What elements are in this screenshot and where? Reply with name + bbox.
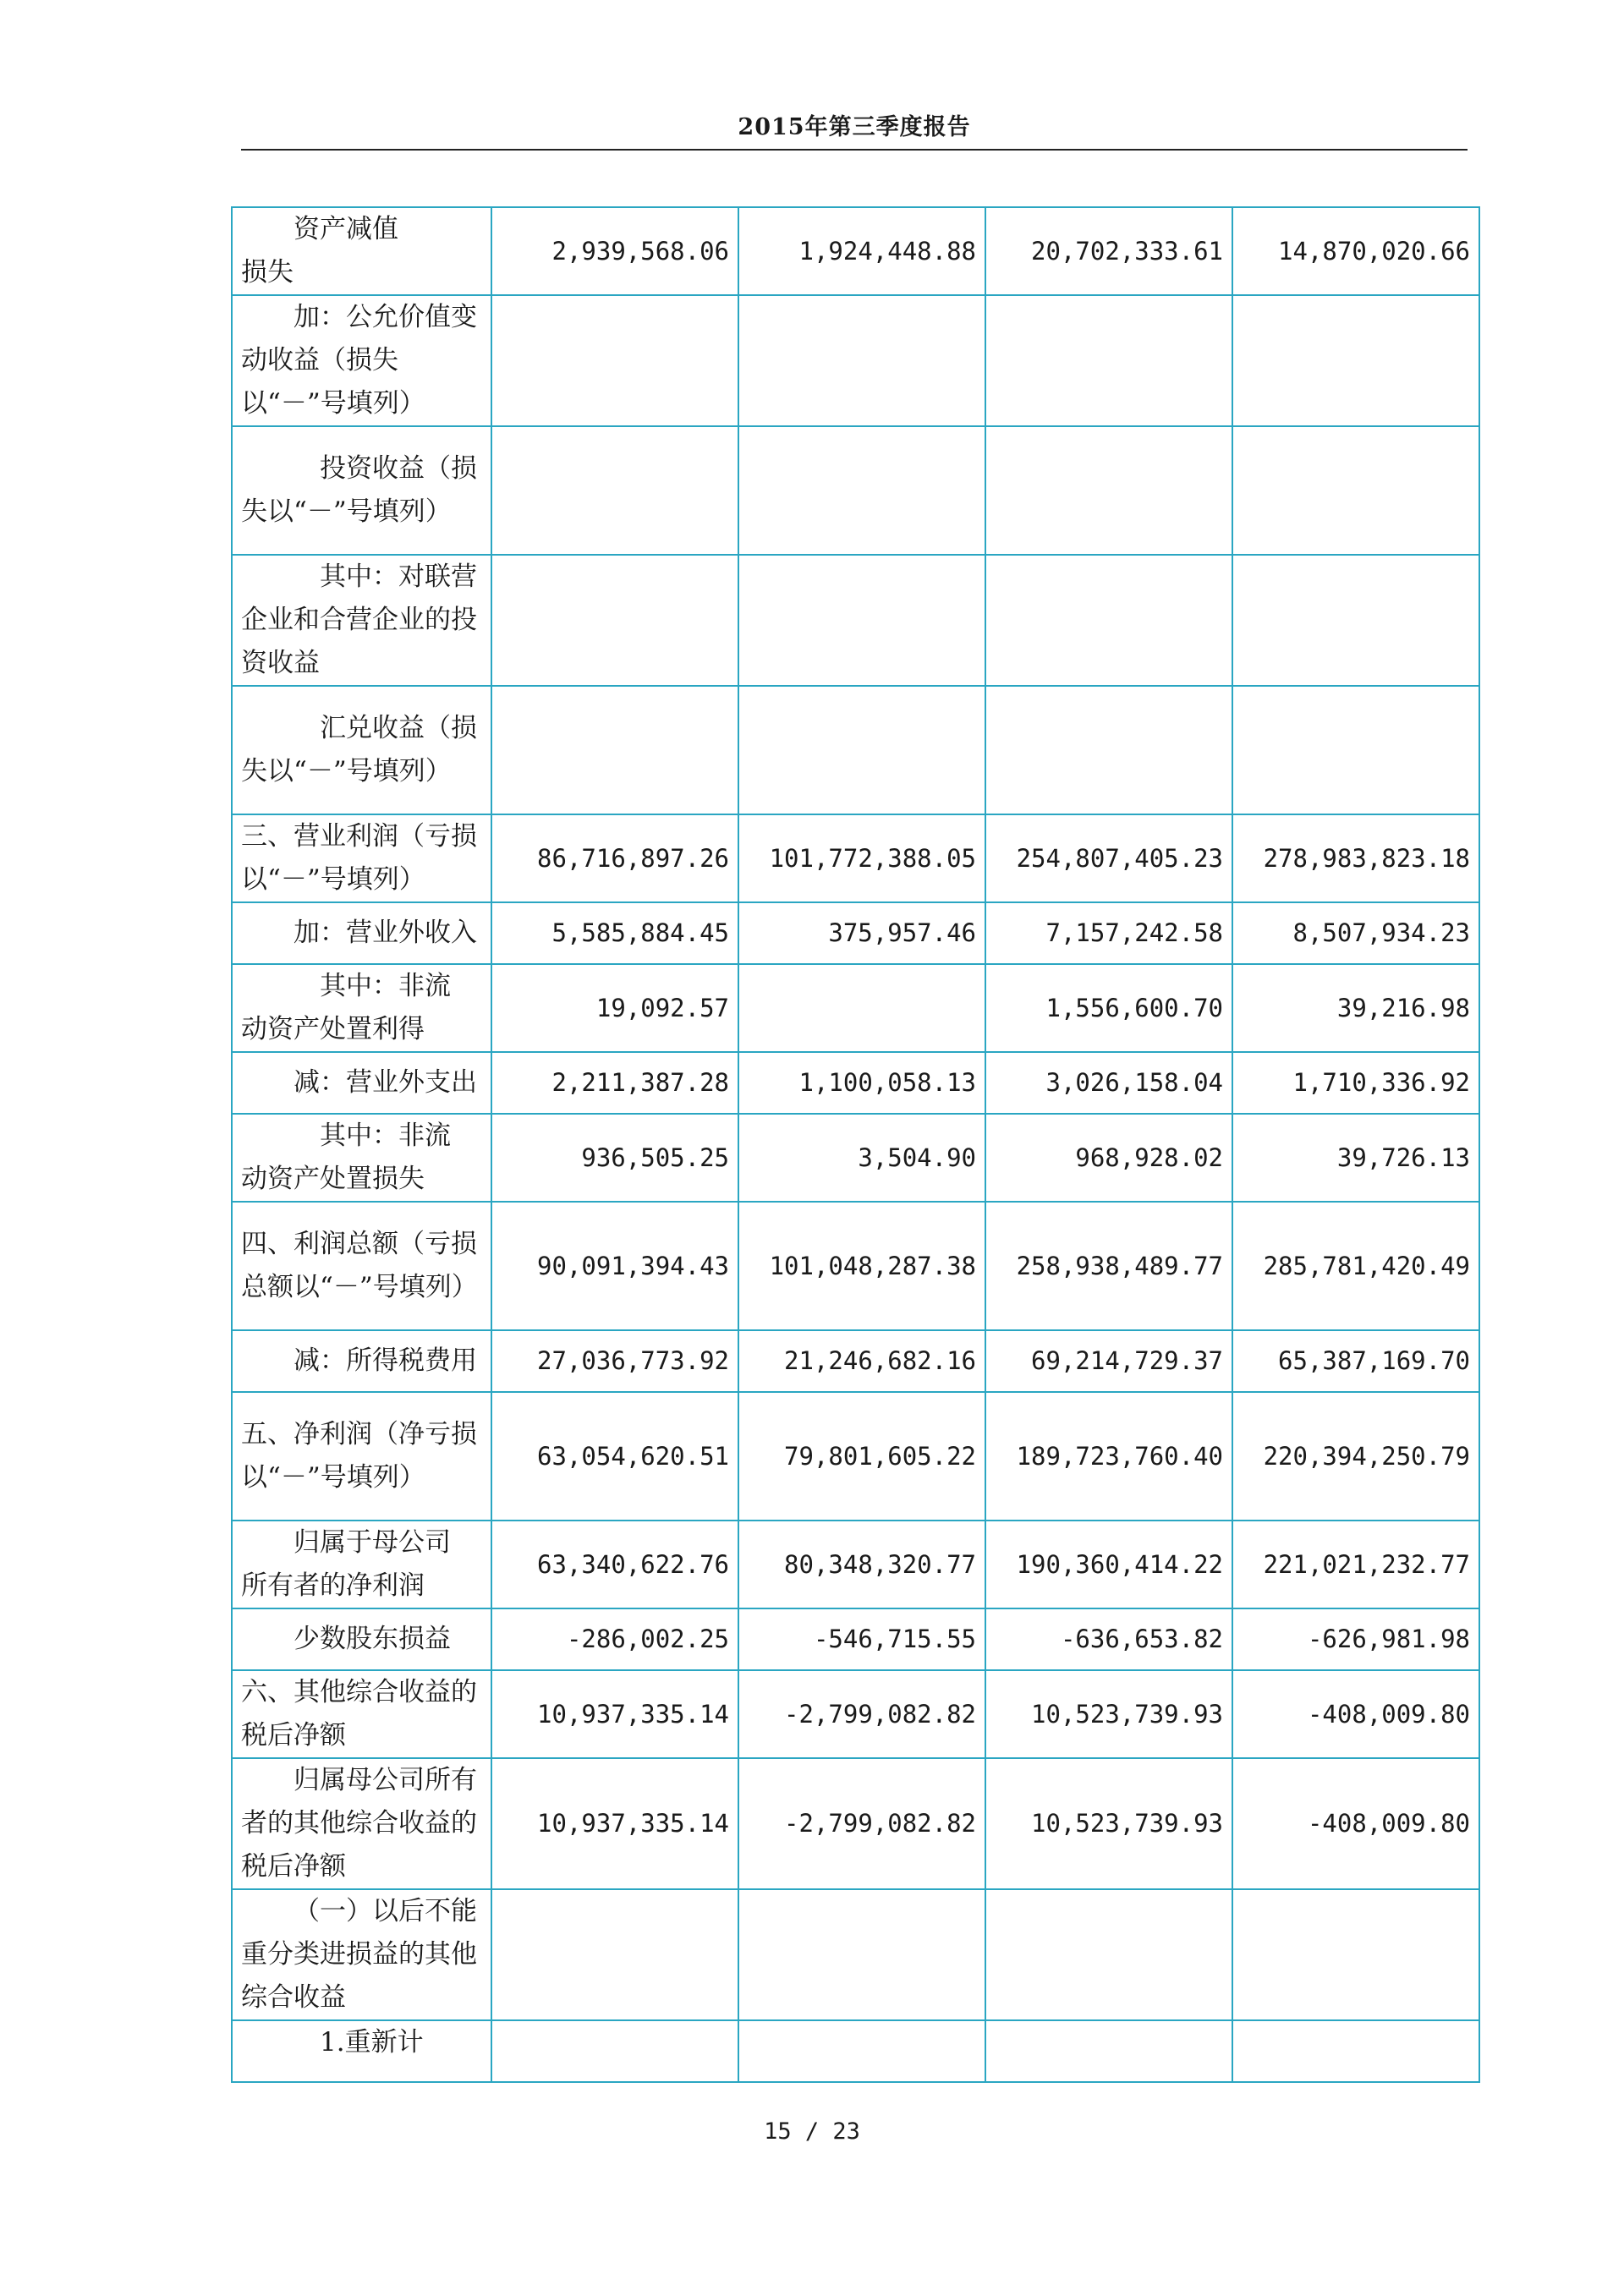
row-label-text: 汇兑收益: [320, 713, 425, 743]
cell-value: 10,937,335.14: [491, 1758, 738, 1889]
row-label-text: 少数股东损益: [294, 1624, 451, 1654]
row-label-text: 动资产处置损失: [241, 1164, 425, 1194]
cell-value: 65,387,169.70: [1232, 1330, 1479, 1392]
row-label-text: 有者的其他综合收益的税后净额: [241, 1765, 477, 1882]
row-label: [232, 1202, 491, 1330]
row-label: [232, 1330, 491, 1392]
table-row: [232, 1330, 1479, 1392]
cell-value: -626,981.98: [1232, 1608, 1479, 1670]
cell-value: [1232, 555, 1479, 686]
report-title: 2015年第三季度报告: [738, 114, 971, 140]
row-label: [232, 426, 491, 555]
table-row: [232, 1202, 1479, 1330]
cell-value: 3,504.90: [738, 1114, 985, 1202]
row-label: [232, 1521, 491, 1608]
table-row: [232, 686, 1479, 814]
row-label: [232, 686, 491, 814]
cell-value: 10,937,335.14: [491, 1670, 738, 1758]
cell-value: 63,340,622.76: [491, 1521, 738, 1608]
cell-value: [1232, 426, 1479, 555]
table-row: [232, 426, 1479, 555]
cell-value: [985, 686, 1232, 814]
row-label-text: （损失以“－”号填列）: [241, 713, 477, 786]
table-row: [232, 814, 1479, 902]
cell-value: 101,048,287.38: [738, 1202, 985, 1330]
cell-value: [738, 2020, 985, 2082]
row-label-text: 减：所得税费用: [294, 1345, 477, 1376]
cell-value: [491, 686, 738, 814]
cell-value: [738, 1889, 985, 2020]
row-label: [232, 964, 491, 1052]
cell-value: [985, 426, 1232, 555]
cell-value: 258,938,489.77: [985, 1202, 1232, 1330]
row-label: [232, 1114, 491, 1202]
table-row: [232, 1392, 1479, 1521]
row-label-text: 五、净利润（净亏损以“－”号填列）: [241, 1419, 477, 1493]
cell-value: [1232, 295, 1479, 426]
cell-value: 39,726.13: [1232, 1114, 1479, 1202]
cell-value: -2,799,082.82: [738, 1758, 985, 1889]
row-label-text: 营企业和合营企业的投资收益: [241, 562, 477, 678]
cell-value: 2,939,568.06: [491, 207, 738, 295]
row-label-text: 其中：非流: [320, 971, 451, 1001]
cell-value: 2,211,387.28: [491, 1052, 738, 1114]
row-label: [232, 1758, 491, 1889]
row-label: [232, 1392, 491, 1521]
row-label: [232, 295, 491, 426]
row-label: [232, 1889, 491, 2020]
table-row: [232, 295, 1479, 426]
cell-value: 3,026,158.04: [985, 1052, 1232, 1114]
cell-value: 90,091,394.43: [491, 1202, 738, 1330]
table-row: [232, 207, 1479, 295]
page-number: 15 / 23: [764, 2118, 860, 2145]
cell-value: 63,054,620.51: [491, 1392, 738, 1521]
cell-value: [1232, 1889, 1479, 2020]
cell-value: 254,807,405.23: [985, 814, 1232, 902]
cell-value: [738, 426, 985, 555]
row-label-text: 损失: [241, 257, 294, 288]
row-label-text: 减：营业外支出: [294, 1067, 477, 1098]
cell-value: -408,009.80: [1232, 1758, 1479, 1889]
row-label-text: 1.重新计: [320, 2027, 424, 2058]
table-row: [232, 1889, 1479, 2020]
cell-value: 69,214,729.37: [985, 1330, 1232, 1392]
row-label-text: 加：公允价值变: [294, 302, 477, 332]
cell-value: 101,772,388.05: [738, 814, 985, 902]
table-row: [232, 1521, 1479, 1608]
table-row: [232, 902, 1479, 964]
cell-value: 10,523,739.93: [985, 1670, 1232, 1758]
cell-value: 19,092.57: [491, 964, 738, 1052]
row-label: [232, 555, 491, 686]
cell-value: [491, 555, 738, 686]
row-label-text: 六、其他综合收益的税后净额: [241, 1677, 477, 1751]
row-label: [232, 1670, 491, 1758]
row-label-text: 四、利润总额（亏损总额以“－”号填列）: [241, 1229, 478, 1302]
cell-value: 5,585,884.45: [491, 902, 738, 964]
row-label: [232, 814, 491, 902]
cell-value: 190,360,414.22: [985, 1521, 1232, 1608]
cell-value: 8,507,934.23: [1232, 902, 1479, 964]
cell-value: [491, 426, 738, 555]
cell-value: [985, 1889, 1232, 2020]
cell-value: 189,723,760.40: [985, 1392, 1232, 1521]
row-label: [232, 902, 491, 964]
table-row: [232, 1114, 1479, 1202]
cell-value: -286,002.25: [491, 1608, 738, 1670]
row-label: [232, 2020, 491, 2082]
row-label-text: 动收益（损失以“－”号填列）: [241, 345, 425, 419]
header-rule: [241, 149, 1468, 151]
cell-value: 221,021,232.77: [1232, 1521, 1479, 1608]
cell-value: [738, 964, 985, 1052]
cell-value: 1,556,600.70: [985, 964, 1232, 1052]
cell-value: 86,716,897.26: [491, 814, 738, 902]
cell-value: -2,799,082.82: [738, 1670, 985, 1758]
table-row: [232, 555, 1479, 686]
row-label-text: 加：营业外收入: [294, 918, 477, 948]
table-row: [232, 1608, 1479, 1670]
cell-value: 14,870,020.66: [1232, 207, 1479, 295]
cell-value: 1,924,448.88: [738, 207, 985, 295]
cell-value: [985, 555, 1232, 686]
cell-value: 27,036,773.92: [491, 1330, 738, 1392]
cell-value: 21,246,682.16: [738, 1330, 985, 1392]
cell-value: [985, 2020, 1232, 2082]
row-label-text: 所有者的净利润: [241, 1570, 425, 1601]
row-label-text: 资产减值: [294, 214, 398, 244]
cell-value: [491, 1889, 738, 2020]
table-row: [232, 2020, 1479, 2082]
cell-value: [491, 2020, 738, 2082]
cell-value: 1,710,336.92: [1232, 1052, 1479, 1114]
row-label: [232, 1608, 491, 1670]
cell-value: [738, 555, 985, 686]
cell-value: 285,781,420.49: [1232, 1202, 1479, 1330]
row-label: [232, 207, 491, 295]
row-label-text: 其中：非流: [320, 1121, 451, 1151]
cell-value: [985, 295, 1232, 426]
income-statement-table: [231, 206, 1480, 2083]
cell-value: 1,100,058.13: [738, 1052, 985, 1114]
cell-value: -408,009.80: [1232, 1670, 1479, 1758]
cell-value: 39,216.98: [1232, 964, 1479, 1052]
cell-value: 375,957.46: [738, 902, 985, 964]
cell-value: 20,702,333.61: [985, 207, 1232, 295]
cell-value: -546,715.55: [738, 1608, 985, 1670]
cell-value: 936,505.25: [491, 1114, 738, 1202]
row-label-text: 归属于母公司: [294, 1527, 451, 1558]
row-label: [232, 1052, 491, 1114]
row-label-text: 三、营业利润（亏损以“－”号填列）: [241, 821, 477, 895]
row-label-text: 能重分类进损益的其他综合收益: [241, 1896, 477, 2013]
table-row: [232, 1052, 1479, 1114]
row-label-text: （一）以后不: [294, 1896, 451, 1926]
cell-value: [738, 686, 985, 814]
row-label-text: 其中：对联: [320, 562, 451, 592]
cell-value: -636,653.82: [985, 1608, 1232, 1670]
cell-value: [738, 295, 985, 426]
row-label-text: 归属母公司所: [294, 1765, 451, 1795]
cell-value: [1232, 2020, 1479, 2082]
cell-value: 79,801,605.22: [738, 1392, 985, 1521]
row-label-text: 动资产处置利得: [241, 1014, 425, 1044]
cell-value: 220,394,250.79: [1232, 1392, 1479, 1521]
table-row: [232, 964, 1479, 1052]
cell-value: [1232, 686, 1479, 814]
cell-value: 278,983,823.18: [1232, 814, 1479, 902]
cell-value: 10,523,739.93: [985, 1758, 1232, 1889]
cell-value: 7,157,242.58: [985, 902, 1232, 964]
cell-value: 80,348,320.77: [738, 1521, 985, 1608]
cell-value: 968,928.02: [985, 1114, 1232, 1202]
table-row: [232, 1758, 1479, 1889]
row-label-text: 投资收益: [320, 453, 425, 484]
row-label-text: （损失以“－”号填列）: [241, 453, 477, 527]
table-row: [232, 1670, 1479, 1758]
cell-value: [491, 295, 738, 426]
